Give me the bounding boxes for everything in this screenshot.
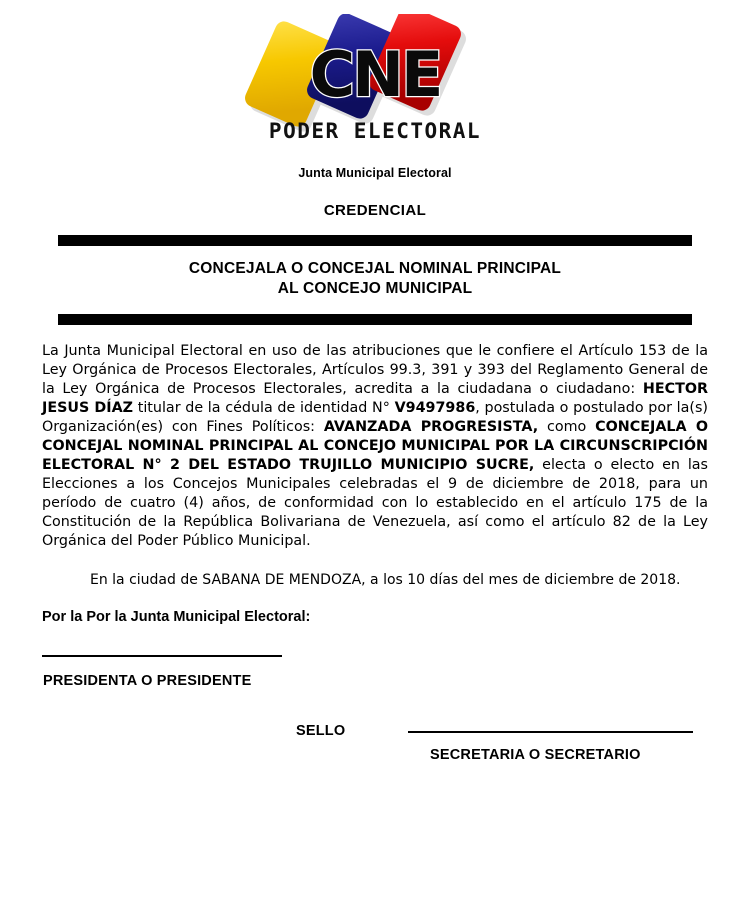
body-part-4: como (538, 419, 596, 436)
cne-wordmark (310, 38, 441, 111)
svg-text:PODER ELECTORAL: PODER ELECTORAL (268, 119, 482, 143)
credential-title-line-1: CONCEJALA O CONCEJAL NOMINAL PRINCIPAL (188, 260, 562, 277)
political-party: AVANZADA PROGRESISTA, (323, 419, 539, 436)
organization-caption: Junta Municipal Electoral (298, 166, 452, 180)
signature-area (0, 643, 750, 843)
secretary-label: SECRETARIA O SECRETARIO (430, 747, 641, 764)
cne-logo (244, 14, 506, 162)
divider-bar-bottom (58, 314, 692, 325)
position-title: CONCEJALA O CONCEJAL NOMINAL PRINCIPAL AL CONCEJO MUNICIPAL POR LA CIRCUNSCRIPCIÓN ELECTORAL N° 2 DEL ESTADO TRUJILLO MUNICIPIO SUCRE, (42, 419, 709, 474)
seal-label: SELLO (296, 723, 346, 740)
city-and-date-line: En la ciudad de SABANA DE MENDOZA, a los 10 días del mes de diciembre de 2018. (90, 572, 681, 589)
document-type-title: CREDENCIAL (323, 202, 427, 219)
body-part-2: titular de la cédula de identidad N° (133, 400, 395, 417)
logo-block (0, 0, 750, 180)
president-signature-line (42, 655, 282, 657)
divider-bar-top (58, 235, 692, 246)
secretary-signature-line (408, 731, 693, 733)
credential-title (0, 259, 750, 299)
body-part-5: electa o electo en las Elecciones a los Concejos Municipales celebradas el 9 de diciembre de 2018, para un período de cuatro (4) años, de conformidad con lo establecido en el artículo 175 de la Constitución de la República Bolivariana de Venezuela, así como el artículo 82 de la Ley Orgánica del Poder Público Municipal. (42, 457, 708, 550)
svg-text:CNE: CNE (309, 38, 441, 111)
credential-body-paragraph (42, 342, 708, 551)
president-label: PRESIDENTA O PRESIDENTE (43, 673, 252, 690)
body-part-1: La Junta Municipal Electoral en uso de las atribuciones que le confiere el Artículo 153 de la Ley Orgánica de Procesos Electorales, Artículos 99.3, 391 y 393 del Reglamento General de la Ley Orgánica de Procesos Electorales, acredita a la ciudadana o ciudadano: (42, 343, 708, 398)
signed-by-label: Por la Por la Junta Municipal Electoral: (42, 609, 311, 626)
citizen-id-number: V9497986 (394, 400, 476, 417)
body-part-3: , postulada o postulado por la(s) Organización(es) con Fines Políticos: (42, 400, 708, 436)
poder-electoral-wordmark (269, 119, 481, 143)
credential-title-line-2: AL CONCEJO MUNICIPAL (277, 280, 473, 298)
citizen-name: HECTOR JESUS DÍAZ (42, 381, 708, 417)
